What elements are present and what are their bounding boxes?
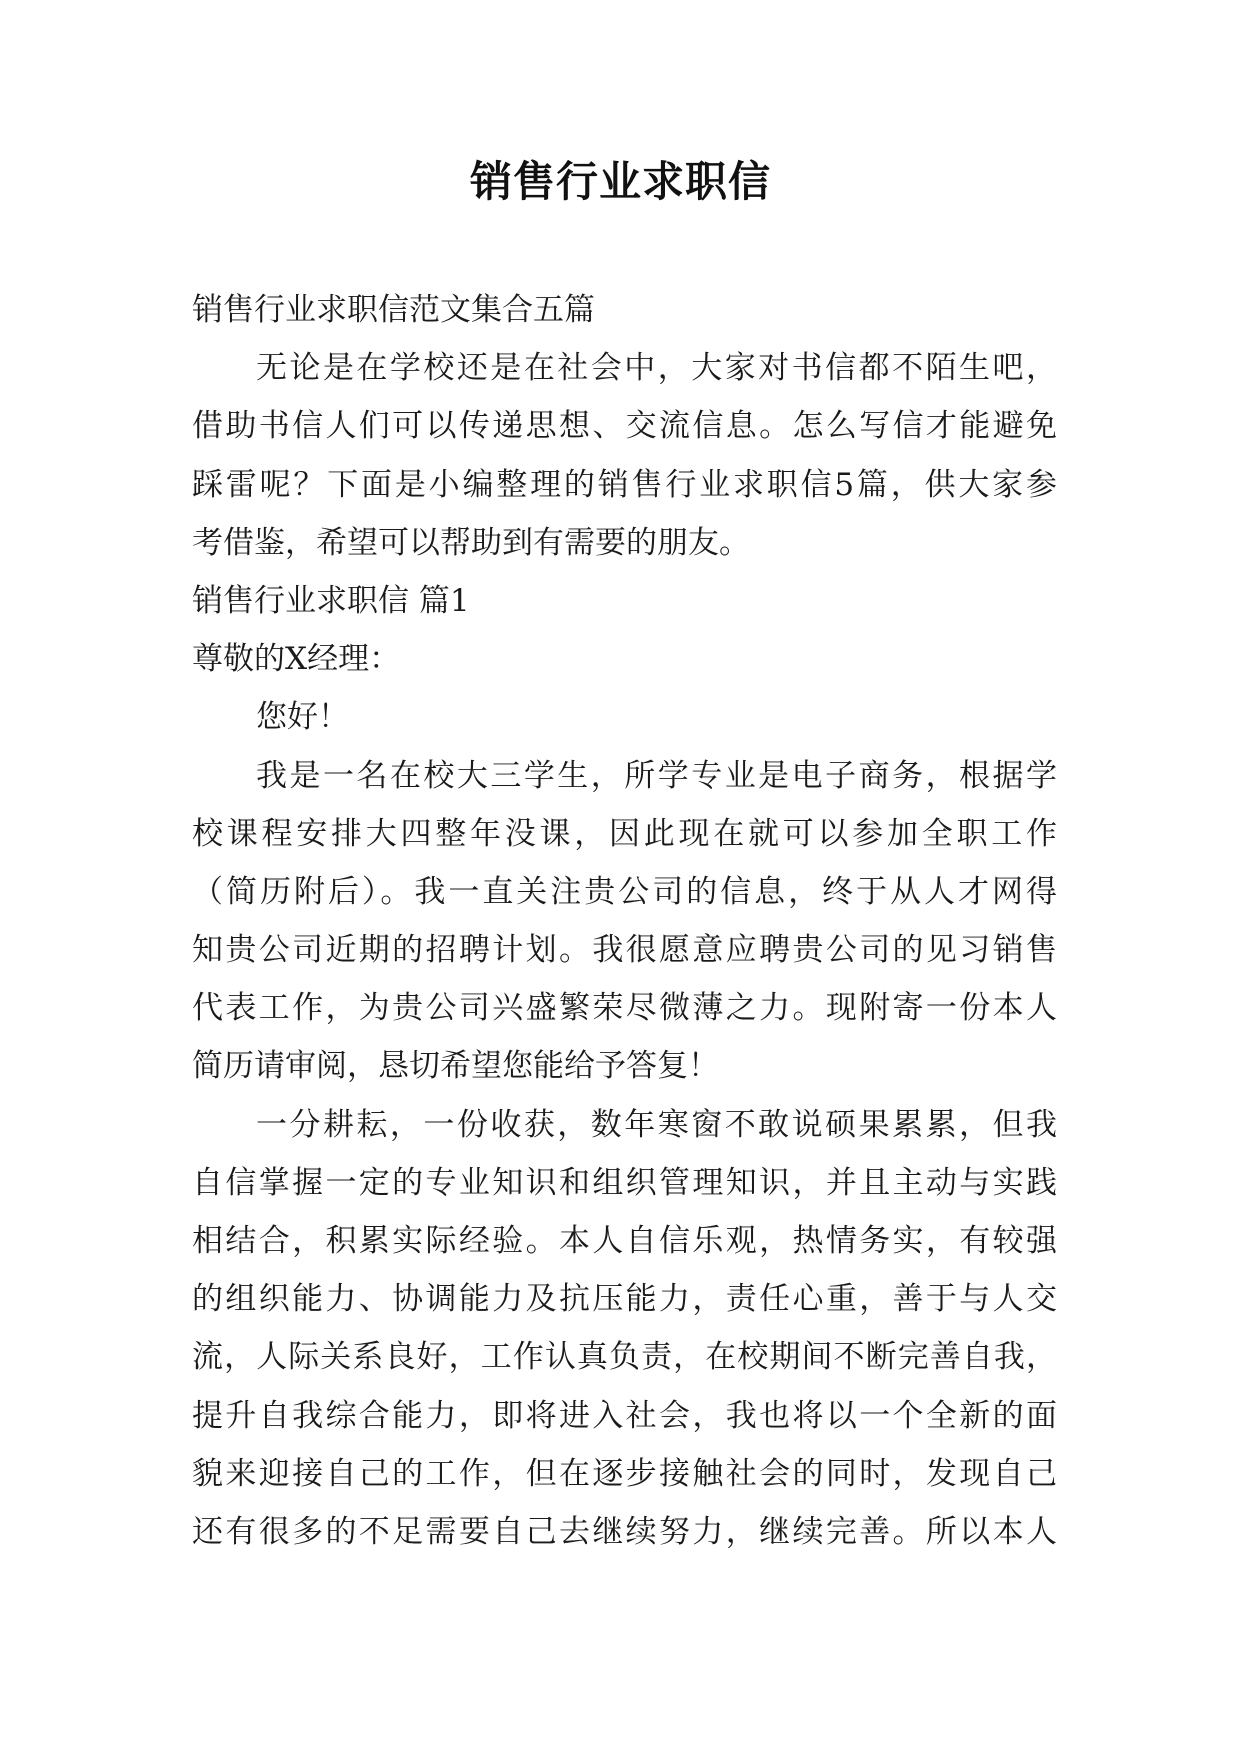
text-line: 的组织能力、协调能力及抗压能力，责任心重，善于与人交: [192, 1281, 1057, 1318]
text-line: 知贵公司近期的招聘计划。我很愿意应聘贵公司的见习销售: [192, 932, 1057, 969]
text-line: 我是一名在校大三学生，所学专业是电子商务，根据学: [256, 757, 1057, 794]
text-line: 借助书信人们可以传递思想、交流信息。怎么写信才能避免: [192, 408, 1057, 445]
text-line: 一分耕耘，一份收获，数年寒窗不敢说硕果累累，但我: [256, 1106, 1057, 1143]
text-line: 尊敬的X经理：: [192, 641, 401, 678]
text-line: 流，人际关系良好，工作认真负责，在校期间不断完善自我，: [192, 1339, 1057, 1376]
text-line: 相结合，积累实际经验。本人自信乐观，热情务实，有较强: [192, 1223, 1057, 1259]
text-line: 您好！: [256, 699, 349, 736]
text-line: 校课程安排大四整年没课，因此现在就可以参加全职工作: [192, 815, 1057, 852]
text-line: 貌来迎接自己的工作，但在逐步接触社会的同时，发现自己: [192, 1455, 1057, 1492]
text-line: 还有很多的不足需要自己去继续努力，继续完善。所以本人: [192, 1513, 1057, 1550]
text-line: 提升自我综合能力，即将进入社会，我也将以一个全新的面: [192, 1397, 1057, 1434]
text-line: 销售行业求职信 篇1: [192, 582, 470, 619]
document-title: 销售行业求职信: [469, 157, 771, 206]
text-line: 销售行业求职信范文集合五篇: [192, 292, 595, 328]
document-body: [192, 281, 1057, 1561]
text-line: 无论是在学校还是在社会中，大家对书信都不陌生吧，: [256, 350, 1057, 387]
text-line: 考借鉴，希望可以帮助到有需要的朋友。: [192, 524, 750, 561]
text-line: 踩雷呢？下面是小编整理的销售行业求职信5篇，供大家参: [192, 466, 1057, 503]
text-line: 代表工作，为贵公司兴盛繁荣尽微薄之力。现附寄一份本人: [192, 990, 1057, 1027]
text-line: 简历请审阅，恳切希望您能给予答复！: [192, 1048, 719, 1085]
text-line: 自信掌握一定的专业知识和组织管理知识，并且主动与实践: [192, 1164, 1057, 1201]
text-line: （简历附后）。我一直关注贵公司的信息，终于从人才网得: [192, 873, 1057, 910]
